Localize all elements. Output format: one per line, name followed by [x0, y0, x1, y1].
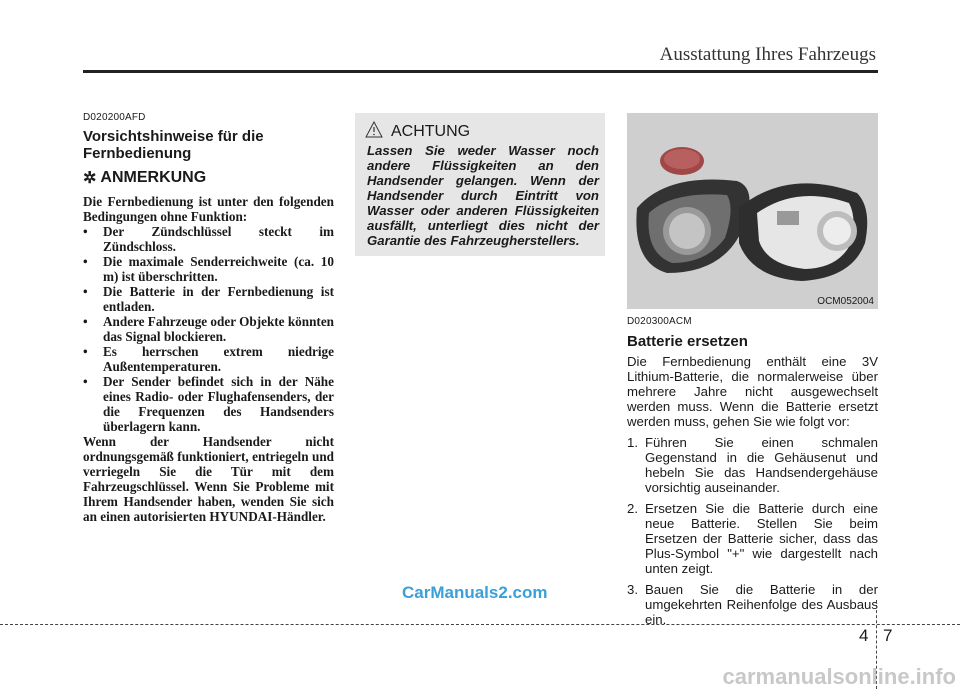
- warning-triangle-icon: [365, 121, 383, 143]
- key-battery-photo: [627, 113, 878, 309]
- running-header: Ausstattung Ihres Fahrzeugs: [659, 44, 876, 65]
- note-heading: [83, 168, 334, 188]
- step-text: Bauen Sie die Batterie in der umgekehrten Reihenfolge des Ausbaus ein.: [645, 582, 878, 627]
- watermark-link[interactable]: CarManuals2.com: [402, 583, 548, 602]
- note-intro: Die Fernbedienung ist unter den folgenden Bedingungen ohne Funktion:: [83, 194, 334, 224]
- left-column: [83, 112, 334, 524]
- section-title: Batterie ersetzen: [627, 333, 748, 350]
- list-item: • Der Zündschlüssel steckt im Zündschloss.: [83, 224, 334, 254]
- list-item: [627, 582, 878, 627]
- note-body: [83, 194, 334, 524]
- step-text: Ersetzen Sie die Batterie durch eine neue Batterie. Stellen Sie beim Ersetzen der Batterie sicher, dass das Plus-Symbol "+" wie dargestellt nach unten zeigt.: [645, 501, 878, 576]
- cross-icon: ✲: [83, 170, 97, 187]
- chapter-number: 4: [859, 626, 869, 645]
- warning-title: ACHTUNG: [391, 123, 471, 140]
- step-text: Führen Sie einen schmalen Gegenstand in die Gehäusenut und hebeln Sie das Handsendergehäuse vorsichtig auseinander.: [645, 435, 878, 495]
- step-number: 2.: [627, 501, 638, 516]
- section-code: D020300ACM: [627, 316, 692, 327]
- header-rule: [83, 70, 878, 73]
- step-number: 3.: [627, 582, 638, 597]
- key-fob-illustration: [627, 113, 878, 309]
- list-item: • Andere Fahrzeuge oder Objekte könnten das Signal blockieren.: [83, 314, 334, 344]
- list-item: [627, 501, 878, 576]
- right-column: [627, 316, 878, 633]
- step-number: 1.: [627, 435, 638, 450]
- note-closing: Wenn der Handsender nicht ordnungsgemäß funktioniert, entriegeln und verriegeln Sie die Tür mit dem Fahrzeugschlüssel. Wenn Sie Probleme mit Ihrem Handsender haben, wenden Sie sich an einen autorisierten HYUNDAI-Händler.: [83, 434, 334, 524]
- battery-intro: Die Fernbedienung enthält eine 3V Lithium-Batterie, die normalerweise über mehrere Jahre nicht ausgewechselt werden muss. Wenn die Batterie ersetzt werden muss, gehen Sie wie folgt vor:: [627, 354, 878, 429]
- list-item: [627, 435, 878, 495]
- list-item: • Die maximale Senderreichweite (ca. 10 m) ist überschritten.: [83, 254, 334, 284]
- note-label: ANMERKUNG: [100, 169, 207, 186]
- warning-text: Lassen Sie weder Wasser noch andere Flüssigkeiten an den Handsender gelangen. Wenn der Handsender durch Eintritt von Wasser oder anderen Flüssigkeiten ausfällt, unterliegt dies nicht der Garantie des Fahrzeugherstellers.: [367, 143, 599, 248]
- section-title: Vorsichtshinweise für die Fernbedienung: [83, 128, 264, 162]
- condition-list: [83, 224, 334, 434]
- list-item: • Der Sender befindet sich in der Nähe eines Radio- oder Flughafensenders, der die Frequenzen des Handsenders überlagern kann.: [83, 374, 334, 434]
- page-number: 7: [883, 626, 893, 645]
- list-item: • Die Batterie in der Fernbedienung ist entladen.: [83, 284, 334, 314]
- site-watermark[interactable]: carmanualsonline.info: [722, 664, 956, 689]
- section-code: D020200AFD: [83, 112, 146, 123]
- footer-dashed-rule: [0, 624, 960, 625]
- warning-box: [355, 113, 605, 256]
- battery-steps: [627, 435, 878, 627]
- warning-heading: [365, 121, 470, 143]
- list-item: • Es herrschen extrem niedrige Außentemperaturen.: [83, 344, 334, 374]
- figure-caption: OCM052004: [817, 296, 874, 307]
